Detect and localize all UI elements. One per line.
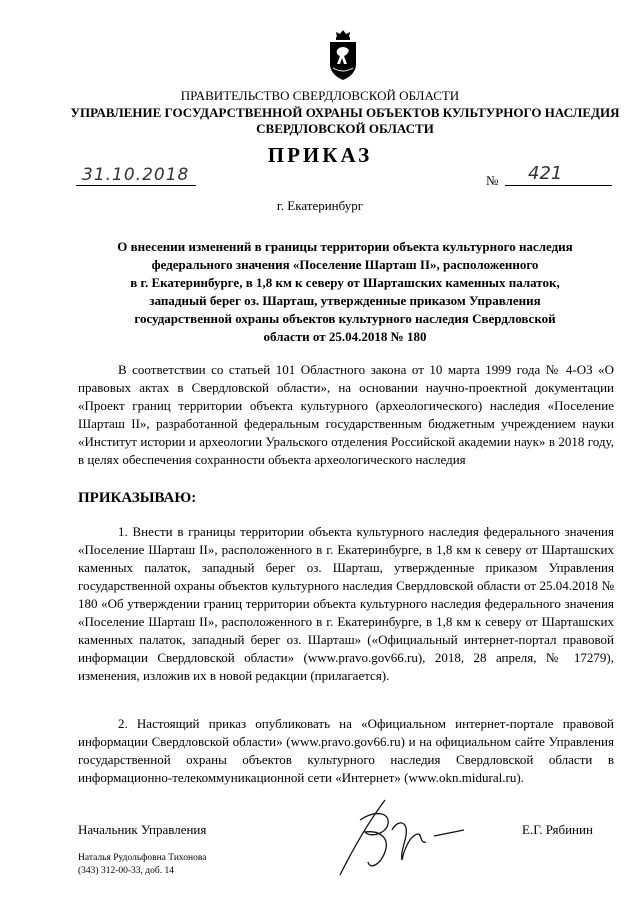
document-type: ПРИКАЗ [267, 143, 373, 167]
order-item-2: 2. Настоящий приказ опубликовать на «Официальном интернет-портале правовой информации Свердловской области» (www.pravo.gov66.ru) и на официальном сайте Управления государственной охраны объектов культурного наследия Свердловской области в информационно-телекоммуникационной сети «Интернет» (www.okn.midural.ru). [78, 716, 614, 785]
executor-phone: (343) 312-00-33, доб. 14 [78, 866, 174, 876]
city: г. Екатеринбург [276, 198, 364, 213]
order-heading: ПРИКАЗЫВАЮ: [78, 490, 197, 506]
government-name: ПРАВИТЕЛЬСТВО СВЕРДЛОВСКОЙ ОБЛАСТИ [180, 88, 460, 103]
handwritten-date: 31.10.2018 [82, 165, 190, 185]
executor-name: Наталья Рудольфовна Тихонова [78, 853, 207, 863]
signatory-position: Начальник Управления [78, 822, 207, 837]
handwritten-signature [330, 790, 480, 885]
preamble-paragraph: В соответствии со статьей 101 Областного закона от 10 марта 1999 года № 4-ОЗ «О правовых актах в Свердловской области», на основании научно-проектной документации «Проект границ территории объекта культурного (археологического) наследия «Поселение Шарташ II», разработанной федеральным государственным бюджетным учреждением науки «Институт истории и археологии Уральского отделения Российской академии наук» в 2018 году, в целях обеспечения сохранности объекта археологического наследия [78, 362, 614, 467]
order-item-1: 1. Внести в границы территории объекта культурного наследия федерального значения «Поселение Шарташ II», расположенного в г. Екатеринбурге, в 1,8 км к северу от Шарташских каменных палаток, западный берег оз. Шарташ, утвержденные приказом Управления государственной охраны объектов культурного наследия Свердловской области от 25.04.2018 № 180 «Об утверждении границ территории объекта культурного наследия федерального значения «Поселение Шарташ II», расположенного в г. Екатеринбурге, в 1,8 км к северу от Шарташских каменных палаток, западный берег оз. Шарташ» («Официальный интернет-портал правовой информации Свердловской области» (www.pravo.gov66.ru), 2018, 28 апреля, № 17279), изменения, изложив их в новой редакции (прилагается). [78, 524, 614, 683]
number-underline [505, 185, 612, 186]
executor-info [78, 852, 206, 878]
coat-of-arms-icon [326, 28, 360, 82]
document-title: О внесении изменений в границы территории объекта культурного наследия федерального значения «Поселение Шарташ II», расположенного в г. Екатеринбурге, в 1,8 км к северу от Шарташских каменных палаток, западный берег оз. Шарташ, утвержденные приказом Управления государственной охраны объектов культурного наследия Свердловской области от 25.04.2018 № 180 [117, 239, 573, 344]
number-sign: № [486, 173, 499, 188]
signatory-name: Е.Г. Рябинин [522, 822, 593, 837]
handwritten-number: 421 [528, 163, 563, 184]
date-underline [76, 185, 196, 186]
department-name: УПРАВЛЕНИЕ ГОСУДАРСТВЕННОЙ ОХРАНЫ ОБЪЕКТОВ КУЛЬТУРНОГО НАСЛЕДИЯ СВЕРДЛОВСКОЙ ОБЛАСТИ [70, 105, 620, 136]
